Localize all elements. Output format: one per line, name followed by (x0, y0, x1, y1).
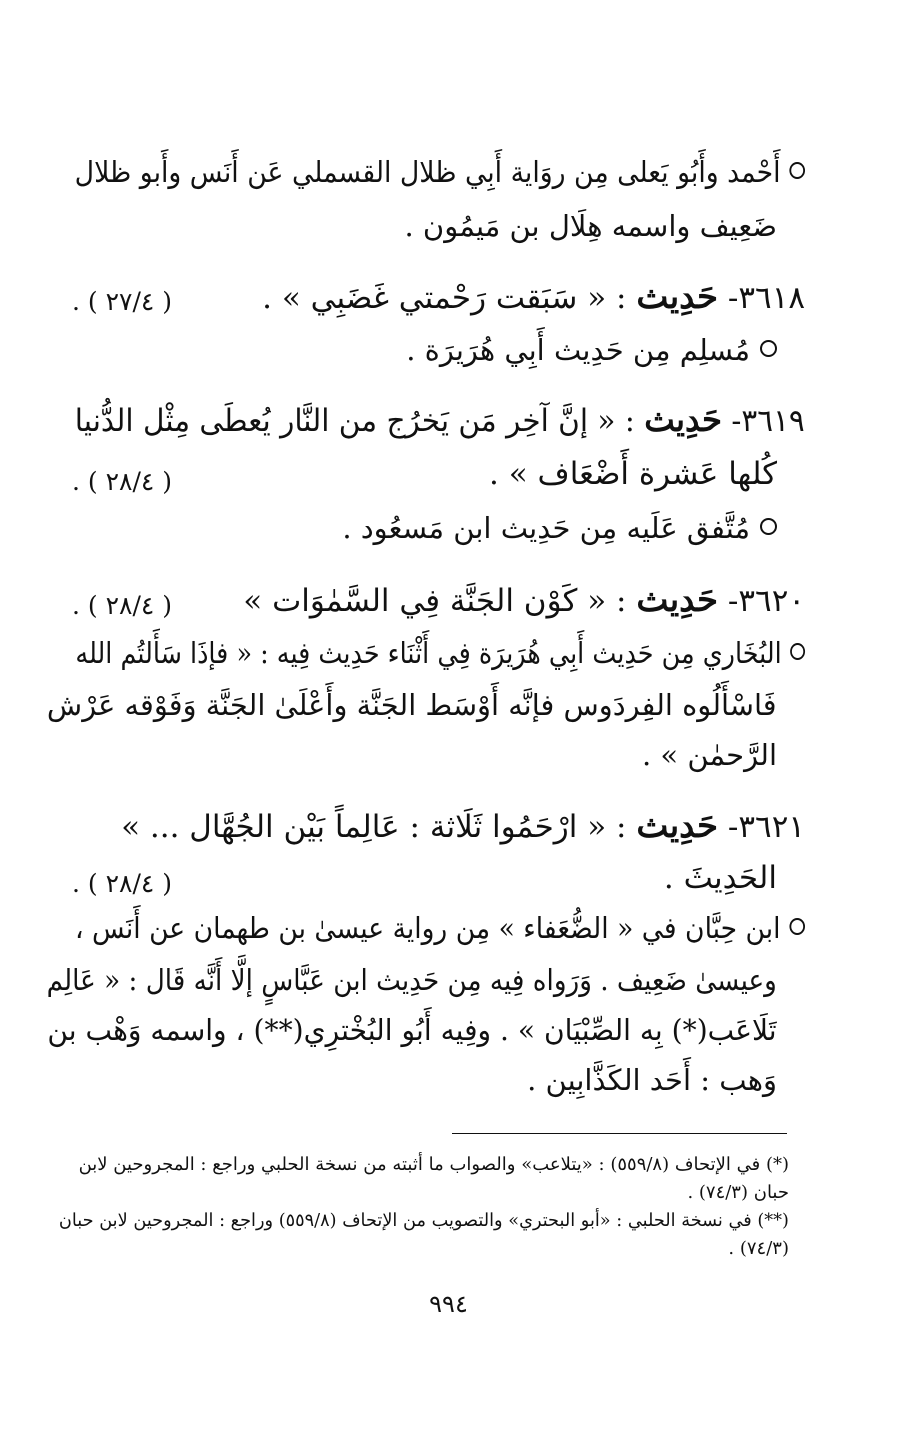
entry-3621-keyword: حَدِيث (636, 806, 719, 846)
page-number: ٩٩٤ (429, 1290, 468, 1318)
bullet-circle-icon (789, 162, 805, 179)
footnote-2-line-2: (٧٤/٣) . (728, 1238, 789, 1259)
entry-3621-source-line-1 (75, 908, 805, 948)
entry-3618-source (406, 330, 777, 370)
footnote-1-line-1: (*) في الإتحاف (٥٥٩/٨) : «يتلاعب» والصواب ما أثبته من نسخة الحلبي وراجع : المجروحين لابن (78, 1154, 789, 1175)
footnote-2-line-1: (**) في نسخة الحلبي : «أبو البحتري» والتصويب من الإتحاف (٥٥٩/٨) وراجع : المجروحين لابن حبان (58, 1210, 789, 1231)
entry-3619-text-1: : « إنَّ آخِر مَن يَخرُج من النَّار يُعطَى مِثْل الدُّنيا (75, 403, 636, 439)
entry-3619-keyword: حَدِيث (644, 400, 723, 440)
entry-3620-text: : « كَوْن الجَنَّة فِي السَّمٰوَات » (243, 583, 627, 619)
entry-3621-source-line-2: وعيسىٰ ضَعِيف . وَرَواه فِيه مِن حَدِيث ابن عَبَّاسٍ إلَّا أَنَّه قَال : « عَالِم (46, 963, 777, 997)
entry-3621-source-line-4: وَهب : أَحَد الكَذَّابِين . (527, 1063, 777, 1097)
entry-3619-heading-line-1 (75, 400, 805, 441)
entry-3621-reference: ( ٢٨/٤ ) . (72, 869, 173, 898)
entry-3621-source-line-3: تَلَاعَب(*) بِه الصِّبْيَان » . وفِيه أَبُو البُخْترِي(**) ، واسمه وَهْب بن (47, 1013, 777, 1047)
footnote-divider (452, 1133, 787, 1134)
entry-3619-reference: ( ٢٨/٤ ) . (72, 467, 173, 496)
entry-3620-source-line-1 (75, 633, 805, 673)
entry-3619-source-text: مُتَّفق عَلَيه مِن حَدِيث ابن مَسعُود . (342, 511, 750, 545)
entry-3617-text-1: أَحْمد وأَبُو يَعلى مِن روَاية أَبِي ظلال القسملي عَن أَنَس وأَبو ظلال (74, 155, 781, 189)
entry-3621-number: ٣٦٢١- (727, 809, 805, 845)
entry-3620-reference: ( ٢٨/٤ ) . (72, 591, 173, 620)
entry-3621-heading-line-1 (121, 806, 805, 847)
entry-3618-text: : « سَبَقت رَحْمتي غَضَبِي » . (262, 280, 627, 316)
entry-3620-number: ٣٦٢٠- (727, 583, 805, 619)
entry-3618-reference: ( ٢٧/٤ ) . (72, 287, 173, 316)
bullet-circle-icon (760, 518, 777, 535)
entry-3618-number: ٣٦١٨- (727, 280, 805, 316)
entry-3620-heading (243, 580, 805, 621)
entry-3618-source-text: مُسلِم مِن حَدِيث أَبِي هُرَيرَة . (406, 333, 750, 367)
entry-3620-source-line-3: الرَّحمٰن » . (641, 738, 777, 772)
entry-3619-number: ٣٦١٩- (731, 403, 805, 439)
bullet-circle-icon (760, 340, 777, 357)
entry-3621-text-1: : « ارْحَمُوا ثَلَاثة : عَالِماً بَيْن الجُهَّال ... » (121, 809, 627, 845)
entry-3618-keyword: حَدِيث (636, 277, 719, 317)
bullet-circle-icon (789, 918, 805, 935)
entry-3617-source-line-1 (74, 152, 805, 192)
entry-3620-keyword: حَدِيث (636, 580, 719, 620)
entry-3617-source-line-2: ضَعِيف واسمه هِلَال بن مَيمُون . (404, 209, 777, 243)
entry-3620-source-text-1: البُخَاري مِن حَدِيث أَبِي هُرَيرَة فِي أَثْنَاء حَدِيث فِيه : « فإذَا سَأَلتُم الله (75, 636, 782, 670)
entry-3618-heading (262, 277, 805, 318)
entry-3621-source-text-1: ابن حِبَّان في « الضُّعَفاء » مِن رواية عيسىٰ بن طهمان عن أَنَس ، (74, 911, 781, 945)
footnote-1-line-2: حبان (٧٤/٣) . (687, 1182, 789, 1203)
entry-3619-source (342, 508, 777, 548)
entry-3620-source-line-2: فَاسْأَلُوه الفِردَوس فإنَّه أَوْسَط الجَنَّة وأَعْلَىٰ الجَنَّة وَفَوْقه عَرْش (47, 688, 777, 722)
entry-3621-heading-line-2: الحَدِيثَ . (663, 860, 777, 896)
bullet-circle-icon (790, 643, 805, 660)
entry-3619-heading-line-2: كُلها عَشرة أَضْعَاف » . (489, 456, 777, 492)
